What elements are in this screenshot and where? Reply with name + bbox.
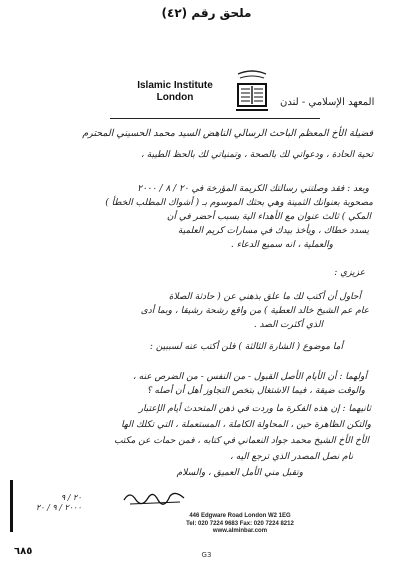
letter-line: المكي ) ثالث عنوان مع الأهداء الية بسبب أحضر في أن xyxy=(166,212,371,222)
letter-line: وتقبل مني الأمل العميق ، والسلام xyxy=(176,468,303,478)
letterhead-english-name xyxy=(120,80,230,104)
letter-line: أما موضوع ( الشارة الثالثة ) فلن أكتب عنه لسببين : xyxy=(149,342,343,352)
letter-line: نام نصل المصدر الذي ترجع اليه ، xyxy=(230,452,353,462)
letter-line: والتكن الظاهرة حين ، المحاولة الكاملة ، المستعملة ، التي تكلك الها xyxy=(121,420,371,430)
signature xyxy=(120,486,190,512)
letter-line: وبعد : فقد وصلتني رسالتك الكريمة المؤرخة في ٢٠ / ٨ / ٢٠٠٠ xyxy=(137,184,369,194)
header-divider xyxy=(110,118,320,119)
letter-line: والعملية ، انه سميع الدعاء . xyxy=(230,240,333,250)
letter-line: ثانيهما : إن هذه الفكرة ما وردت في ذهن المتحدث أيام الإعتبار xyxy=(138,404,371,414)
letter-line: تحية الحادة ، ودعواتي لك بالصحة ، وتمنياتي لك بالحظ الطيبة ، xyxy=(141,150,373,160)
page-number: ٦٨٥ xyxy=(14,546,33,557)
letter-line: عزيزي : xyxy=(334,268,365,278)
letter-line: عام عم الشيخ خالد العطية ) من واقع رشحة رشيقا ، وبما أدى xyxy=(140,306,369,316)
appendix-title: ملحق رقم (٤٢) xyxy=(161,6,252,20)
institute-name-line1: Islamic Institute xyxy=(137,80,213,91)
footer-code: G3 xyxy=(201,551,212,559)
letter-line: أحاول أن أكتب لك ما علق بذهني عن ( حادثة الصلاة xyxy=(168,292,361,302)
book-emblem-icon xyxy=(232,70,272,120)
date-line2: ٢٠٠٠ / ٩ / ٢٠ xyxy=(36,503,82,512)
letter-line: الأخ الأخ الشيخ محمد جواد النعماني في كتابه ، فمن حمات عن مكتب xyxy=(114,436,369,446)
letter-line: أولهما : أن الأيام الأصل القبول - من النفس - من الضرص عنه ، xyxy=(132,372,367,382)
institute-name-line2: London xyxy=(156,92,194,103)
letter-line: يسدد خطاك ، ويأخذ بيدك في مسارات كريم العلمية xyxy=(177,226,369,236)
letterhead-arabic-name: المعهد الإسلامي - لندن xyxy=(280,97,375,108)
footer-address: 446 Edgware Road London W2 1EG xyxy=(189,513,291,519)
letter-line: مصحوبة بعنوانك الثمينة وهي بحثك الموسوم بـ ( أشواك المطلب الخطأ ) xyxy=(105,198,373,208)
footer-phones: Tel: 020 7224 9683 Fax: 020 7224 8212 xyxy=(186,520,294,527)
margin-bar xyxy=(10,480,13,532)
letter-line: فضيلة الأخ المعظم الباحث الرسالي الناهض السيد محمد الحسيني المحترم xyxy=(82,128,373,139)
letter-line: والوقت ضيقة ، فيما الاشتغال بتخص التجاوز أهل أن أصله ؟ xyxy=(146,386,365,396)
letter-line: الذي أكثرت الصد . xyxy=(253,320,323,330)
letterhead-footer xyxy=(120,513,360,536)
date-line1: ٢٠ / ٩ xyxy=(60,493,82,502)
date-note xyxy=(36,493,82,513)
footer-website: www.alminbar.com xyxy=(212,528,268,534)
